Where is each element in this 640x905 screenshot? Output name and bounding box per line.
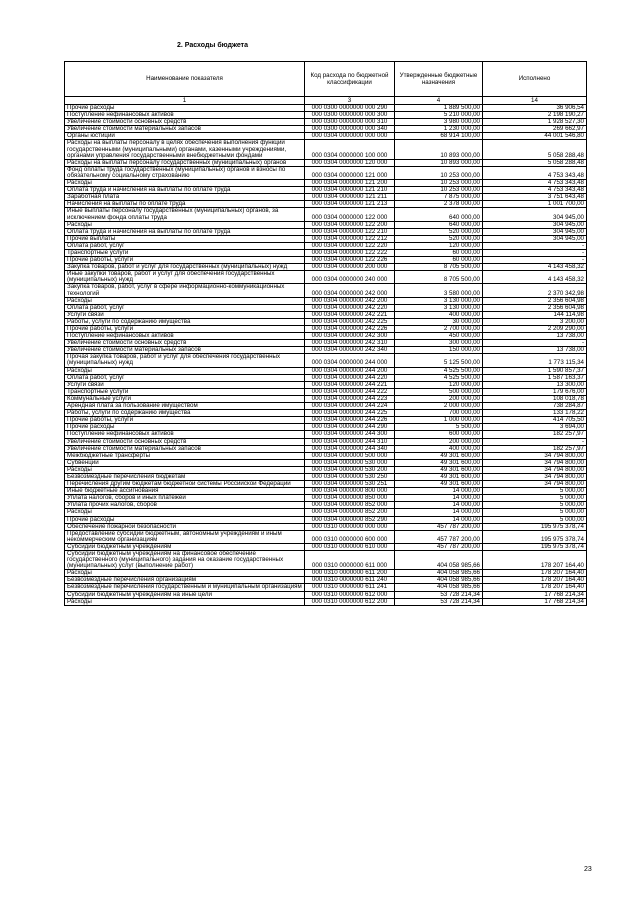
row-executed: 36 906,54 xyxy=(483,105,587,112)
row-approved: 3 130 000,00 xyxy=(395,297,483,304)
row-executed: 1 587 163,37 xyxy=(483,374,587,381)
row-code: 000 0310 0000000 000 000 xyxy=(305,523,395,530)
row-approved: 150 000,00 xyxy=(395,347,483,354)
row-code: 000 0304 0000000 121 211 xyxy=(305,194,395,201)
row-approved: 450 000,00 xyxy=(395,333,483,340)
row-code: 000 0304 0000000 852 290 xyxy=(305,516,395,523)
row-name: Органы юстиции xyxy=(65,133,305,140)
header-number: 1 xyxy=(65,97,305,105)
row-executed: 144 114,98 xyxy=(483,311,587,318)
row-code: 000 0300 0000000 000 310 xyxy=(305,119,395,126)
row-executed: 269 662,97 xyxy=(483,126,587,133)
row-name: Субвенции xyxy=(65,459,305,466)
row-name: Расходы xyxy=(65,221,305,228)
row-approved: 60 000,00 xyxy=(395,257,483,264)
row-name: Увеличение стоимости основных средств xyxy=(65,340,305,347)
row-executed: 304 945,00 xyxy=(483,228,587,235)
header-approved: Утвержденные бюджетные назначения xyxy=(395,62,483,97)
row-executed: 2 356 604,98 xyxy=(483,297,587,304)
row-approved: 457 787 200,00 xyxy=(395,523,483,530)
row-code: 000 0304 0000000 244 290 xyxy=(305,424,395,431)
row-executed: 179 676,00 xyxy=(483,388,587,395)
row-executed: 1 928 527,30 xyxy=(483,119,587,126)
row-name: Прочие работы, услуги xyxy=(65,326,305,333)
row-executed: 44 001 546,80 xyxy=(483,133,587,140)
row-executed: 304 945,00 xyxy=(483,221,587,228)
row-code: 000 0304 0000000 242 200 xyxy=(305,297,395,304)
row-name: Субсидии бюджетным учреждениям на иные цели xyxy=(65,591,305,598)
row-approved: 2 378 000,00 xyxy=(395,201,483,208)
row-name: Расходы xyxy=(65,466,305,473)
row-executed: - xyxy=(483,340,587,347)
row-approved: 8 705 500,00 xyxy=(395,271,483,284)
row-executed: 5 000,00 xyxy=(483,509,587,516)
row-approved: 14 000,00 xyxy=(395,502,483,509)
row-name: Услуги связи xyxy=(65,311,305,318)
row-name: Фонд оплаты труда государственных (муниципальных) органов и взносы по обязательному социальному страхованию xyxy=(65,166,305,179)
table-row xyxy=(65,598,587,605)
row-executed: 34 794 800,00 xyxy=(483,466,587,473)
row-name: Безвозмездные перечисления бюджетам xyxy=(65,473,305,480)
row-executed: - xyxy=(483,257,587,264)
row-executed: 1 773 115,34 xyxy=(483,354,587,367)
row-code: 000 0304 0000000 122 210 xyxy=(305,228,395,235)
row-name: Прочие работы, услуги xyxy=(65,257,305,264)
row-name: Безвозмездные перечисления организациям xyxy=(65,577,305,584)
row-name: Оплата работ, услуг xyxy=(65,242,305,249)
row-code: 000 0304 0000000 122 212 xyxy=(305,235,395,242)
row-approved: 2 000 000,00 xyxy=(395,403,483,410)
row-code: 000 0304 0000000 244 340 xyxy=(305,445,395,452)
row-name: Увеличение стоимости основных средств xyxy=(65,119,305,126)
row-name: Прочие расходы xyxy=(65,424,305,431)
row-executed: 13 738,00 xyxy=(483,333,587,340)
row-name: Увеличение стоимости основных средств xyxy=(65,438,305,445)
table-row xyxy=(65,284,587,297)
row-name: Услуги связи xyxy=(65,381,305,388)
row-executed: 34 794 800,00 xyxy=(483,452,587,459)
row-approved: 14 000,00 xyxy=(395,488,483,495)
row-code: 000 0304 0000000 530 000 xyxy=(305,459,395,466)
row-name: Субсидии бюджетным учреждениям xyxy=(65,543,305,550)
row-code: 000 0304 0000000 100 000 xyxy=(305,140,395,159)
row-approved: 10 893 000,00 xyxy=(395,159,483,166)
row-name: Оплата труда и начисления на выплаты по оплате труда xyxy=(65,187,305,194)
row-code: 000 0304 0000000 244 222 xyxy=(305,388,395,395)
row-name: Субсидии бюджетным учреждениям на финансовое обеспечение государственного (муниципального) задания на оказание государственных (муниципальных) услуг (выполнение работ) xyxy=(65,551,305,570)
row-approved: 404 058 985,66 xyxy=(395,570,483,577)
row-code: 000 0310 0000000 612 200 xyxy=(305,598,395,605)
budget-expenses-table xyxy=(64,61,587,606)
row-approved: 520 000,00 xyxy=(395,235,483,242)
row-approved: 457 787 200,00 xyxy=(395,543,483,550)
table-row xyxy=(65,530,587,543)
row-executed: 3 200,00 xyxy=(483,318,587,325)
row-approved: 600 000,00 xyxy=(395,431,483,438)
row-executed: 178 207 164,40 xyxy=(483,584,587,591)
row-executed: 1 001 700,00 xyxy=(483,201,587,208)
row-executed: 178 207 164,40 xyxy=(483,551,587,570)
table-row xyxy=(65,208,587,221)
row-approved: 500 000,00 xyxy=(395,388,483,395)
row-name: Перечисления другим бюджетам бюджетной системы Российской Федерации xyxy=(65,481,305,488)
row-code: 000 0304 0000000 200 000 xyxy=(305,264,395,271)
row-code: 000 0304 0000000 530 250 xyxy=(305,473,395,480)
row-name: Транспортные услуги xyxy=(65,388,305,395)
row-code: 000 0304 0000000 244 226 xyxy=(305,417,395,424)
row-name: Прочие расходы xyxy=(65,516,305,523)
row-name: Расходы на выплаты персоналу государственных (муниципальных) органов xyxy=(65,159,305,166)
row-executed: 2 356 604,98 xyxy=(483,304,587,311)
row-executed: 5 058 288,48 xyxy=(483,140,587,159)
row-code: 000 0310 0000000 611 241 xyxy=(305,584,395,591)
row-executed: 108 018,78 xyxy=(483,395,587,402)
row-approved: 68 914 100,00 xyxy=(395,133,483,140)
row-executed: 5 058 288,48 xyxy=(483,159,587,166)
row-executed: 2 209 290,00 xyxy=(483,326,587,333)
row-approved: 10 253 000,00 xyxy=(395,166,483,179)
row-name: Расходы xyxy=(65,367,305,374)
row-code: 000 0304 0000000 000 000 xyxy=(305,133,395,140)
row-name: Расходы xyxy=(65,509,305,516)
row-code: 000 0310 0000000 610 000 xyxy=(305,543,395,550)
row-executed: 5 000,00 xyxy=(483,488,587,495)
row-approved: 120 000,00 xyxy=(395,242,483,249)
row-approved: 3 580 000,00 xyxy=(395,284,483,297)
row-executed: 5 000,00 xyxy=(483,516,587,523)
row-approved: 640 000,00 xyxy=(395,221,483,228)
page-number: 23 xyxy=(584,866,592,873)
row-approved: 200 000,00 xyxy=(395,438,483,445)
row-code: 000 0304 0000000 244 221 xyxy=(305,381,395,388)
row-name: Иные бюджетные ассигнования xyxy=(65,488,305,495)
row-approved: 14 000,00 xyxy=(395,516,483,523)
row-executed: 13 738,00 xyxy=(483,347,587,354)
row-code: 000 0300 0000000 000 300 xyxy=(305,112,395,119)
row-name: Транспортные услуги xyxy=(65,249,305,256)
row-name: Прочие работы, услуги xyxy=(65,417,305,424)
row-code: 000 0304 0000000 850 000 xyxy=(305,495,395,502)
row-code: 000 0304 0000000 122 226 xyxy=(305,257,395,264)
row-code: 000 0304 0000000 122 200 xyxy=(305,221,395,228)
row-approved: 49 301 600,00 xyxy=(395,481,483,488)
table-row xyxy=(65,551,587,570)
row-code: 000 0304 0000000 242 310 xyxy=(305,340,395,347)
row-approved: 10 253 000,00 xyxy=(395,180,483,187)
row-executed: 178 207 164,40 xyxy=(483,577,587,584)
row-name: Закупка товаров, работ и услуг для государственных (муниципальных) нужд xyxy=(65,264,305,271)
row-name: Расходы на выплаты персоналу в целях обеспечения выполнения функций государственными (муниципальными) органами, казенными учреждениями, органами управления государственными внебюджетными фондами xyxy=(65,140,305,159)
row-approved: 7 875 000,00 xyxy=(395,194,483,201)
row-name: Расходы xyxy=(65,598,305,605)
row-code: 000 0300 0000000 000 290 xyxy=(305,105,395,112)
row-name: Оплата работ, услуг xyxy=(65,374,305,381)
row-executed: 2 370 342,98 xyxy=(483,284,587,297)
row-code: 000 0304 0000000 122 000 xyxy=(305,208,395,221)
row-approved: 3 130 000,00 xyxy=(395,304,483,311)
row-approved: 640 000,00 xyxy=(395,208,483,221)
row-approved: 49 301 600,00 xyxy=(395,459,483,466)
row-name: Расходы xyxy=(65,180,305,187)
row-code: 000 0304 0000000 244 224 xyxy=(305,403,395,410)
row-name: Коммунальные услуги xyxy=(65,395,305,402)
row-code: 000 0304 0000000 244 220 xyxy=(305,374,395,381)
table-body xyxy=(65,105,587,606)
row-executed: 34 794 800,00 xyxy=(483,481,587,488)
row-code: 000 0304 0000000 852 000 xyxy=(305,502,395,509)
row-executed: 4 753 343,48 xyxy=(483,166,587,179)
row-executed: 4 753 343,48 xyxy=(483,180,587,187)
row-name: Поступление нефинансовых активов xyxy=(65,112,305,119)
header-number: 3 xyxy=(305,97,395,105)
row-executed: 4 143 458,32 xyxy=(483,264,587,271)
row-approved: 60 000,00 xyxy=(395,249,483,256)
table-row xyxy=(65,584,587,591)
row-approved: 14 000,00 xyxy=(395,509,483,516)
row-code: 000 0304 0000000 244 225 xyxy=(305,410,395,417)
row-code: 000 0310 0000000 600 000 xyxy=(305,530,395,543)
header-expense-code: Код расхода по бюджетной классификации xyxy=(305,62,395,97)
row-code: 000 0304 0000000 244 200 xyxy=(305,367,395,374)
row-approved: 49 301 600,00 xyxy=(395,452,483,459)
row-name: Увеличение стоимости материальных запасов xyxy=(65,126,305,133)
row-approved: 3 980 000,00 xyxy=(395,119,483,126)
row-executed: 4 753 343,48 xyxy=(483,187,587,194)
row-approved: 200 000,00 xyxy=(395,395,483,402)
row-name: Увеличение стоимости материальных запасов xyxy=(65,347,305,354)
row-approved: 1 889 500,00 xyxy=(395,105,483,112)
row-approved: 49 301 600,00 xyxy=(395,473,483,480)
table-row xyxy=(65,354,587,367)
row-code: 000 0304 0000000 121 210 xyxy=(305,187,395,194)
row-approved: 4 525 500,00 xyxy=(395,367,483,374)
row-executed: 34 794 800,00 xyxy=(483,473,587,480)
header-executed: Исполнено xyxy=(483,62,587,97)
row-code: 000 0304 0000000 122 220 xyxy=(305,242,395,249)
row-executed: 178 207 164,40 xyxy=(483,570,587,577)
row-code: 000 0304 0000000 240 000 xyxy=(305,271,395,284)
row-executed: 17 768 214,34 xyxy=(483,598,587,605)
row-code: 000 0304 0000000 242 000 xyxy=(305,284,395,297)
row-approved: 1 230 000,00 xyxy=(395,126,483,133)
row-executed: 2 198 190,27 xyxy=(483,112,587,119)
row-executed: 4 143 458,32 xyxy=(483,271,587,284)
row-approved: 10 893 000,00 xyxy=(395,140,483,159)
row-approved: 5 125 500,00 xyxy=(395,354,483,367)
row-code: 000 0310 0000000 611 000 xyxy=(305,551,395,570)
row-executed: 182 257,97 xyxy=(483,431,587,438)
header-indicator-name: Наименование показателя xyxy=(65,62,305,97)
row-approved: 120 000,00 xyxy=(395,381,483,388)
row-name: Межбюджетные трансферты xyxy=(65,452,305,459)
row-code: 000 0304 0000000 121 200 xyxy=(305,180,395,187)
row-approved: 404 058 985,66 xyxy=(395,551,483,570)
row-executed: 5 000,00 xyxy=(483,502,587,509)
row-executed: 5 000,00 xyxy=(483,495,587,502)
row-code: 000 0310 0000000 611 240 xyxy=(305,577,395,584)
row-code: 000 0304 0000000 244 310 xyxy=(305,438,395,445)
table-row xyxy=(65,271,587,284)
row-approved: 4 525 500,00 xyxy=(395,374,483,381)
row-name: Уплата прочих налогов, сборов xyxy=(65,502,305,509)
row-executed: 195 975 378,74 xyxy=(483,523,587,530)
row-code: 000 0310 0000000 611 200 xyxy=(305,570,395,577)
row-approved: 53 728 214,34 xyxy=(395,591,483,598)
row-executed: 304 945,00 xyxy=(483,208,587,221)
row-name: Поступление нефинансовых активов xyxy=(65,431,305,438)
row-approved: 5 210 000,00 xyxy=(395,112,483,119)
header-number: 14 xyxy=(483,97,587,105)
row-executed: 133 178,22 xyxy=(483,410,587,417)
row-code: 000 0304 0000000 242 220 xyxy=(305,304,395,311)
table-row xyxy=(65,166,587,179)
row-name: Арендная плата за пользование имуществом xyxy=(65,403,305,410)
row-name: Прочие выплаты xyxy=(65,235,305,242)
section-title: 2. Расходы бюджета xyxy=(177,42,248,49)
row-name: Работы, услуги по содержанию имущества xyxy=(65,410,305,417)
row-approved: 49 301 600,00 xyxy=(395,466,483,473)
row-name: Заработная плата xyxy=(65,194,305,201)
row-executed: 414 705,50 xyxy=(483,417,587,424)
row-code: 000 0304 0000000 242 340 xyxy=(305,347,395,354)
row-approved: 457 787 200,00 xyxy=(395,530,483,543)
row-executed: 17 768 214,34 xyxy=(483,591,587,598)
row-code: 000 0304 0000000 242 221 xyxy=(305,311,395,318)
row-approved: 404 058 985,66 xyxy=(395,584,483,591)
row-approved: 53 728 214,34 xyxy=(395,598,483,605)
row-code: 000 0304 0000000 121 000 xyxy=(305,166,395,179)
row-approved: 14 000,00 xyxy=(395,495,483,502)
row-approved: 300 000,00 xyxy=(395,340,483,347)
row-executed: 3 751 643,48 xyxy=(483,194,587,201)
row-name: Оплата работ, услуг xyxy=(65,304,305,311)
row-approved: 404 058 985,66 xyxy=(395,577,483,584)
row-approved: 700 000,00 xyxy=(395,410,483,417)
row-code: 000 0300 0000000 000 340 xyxy=(305,126,395,133)
row-approved: 10 253 000,00 xyxy=(395,187,483,194)
row-code: 000 0310 0000000 612 000 xyxy=(305,591,395,598)
row-name: Предоставление субсидий бюджетным, автономным учреждениям и иным некоммерческим организациям xyxy=(65,530,305,543)
row-approved: 5 500,00 xyxy=(395,424,483,431)
row-executed: 182 257,97 xyxy=(483,445,587,452)
header-number: 4 xyxy=(395,97,483,105)
row-name: Прочая закупка товаров, работ и услуг для обеспечения государственных (муниципальных) нужд xyxy=(65,354,305,367)
row-executed: - xyxy=(483,242,587,249)
row-executed: 738 284,87 xyxy=(483,403,587,410)
row-name: Увеличение стоимости материальных запасов xyxy=(65,445,305,452)
row-name: Поступление нефинансовых активов xyxy=(65,333,305,340)
table-row xyxy=(65,509,587,516)
row-name: Иные закупки товаров, работ и услуг для обеспечения государственных (муниципальных) нужд xyxy=(65,271,305,284)
row-code: 000 0304 0000000 800 000 xyxy=(305,488,395,495)
row-code: 000 0304 0000000 530 251 xyxy=(305,481,395,488)
row-approved: 2 700 000,00 xyxy=(395,326,483,333)
row-executed: 34 794 800,00 xyxy=(483,459,587,466)
row-name: Расходы xyxy=(65,297,305,304)
row-executed: 304 945,00 xyxy=(483,235,587,242)
row-code: 000 0304 0000000 530 200 xyxy=(305,466,395,473)
row-name: Иные выплаты персоналу государственных (муниципальных) органов, за исключением фонда оплаты труда xyxy=(65,208,305,221)
row-executed: 13 300,00 xyxy=(483,381,587,388)
row-executed: - xyxy=(483,249,587,256)
row-code: 000 0304 0000000 852 200 xyxy=(305,509,395,516)
row-executed: - xyxy=(483,438,587,445)
row-name: Безвозмездные перечисления государственным и муниципальным организациям xyxy=(65,584,305,591)
row-code: 000 0304 0000000 242 300 xyxy=(305,333,395,340)
row-name: Начисления на выплаты по оплате труда xyxy=(65,201,305,208)
row-name: Уплата налогов, сборов и иных платежей xyxy=(65,495,305,502)
row-approved: 520 000,00 xyxy=(395,228,483,235)
row-name: Обеспечение пожарной безопасности xyxy=(65,523,305,530)
row-approved: 30 000,00 xyxy=(395,318,483,325)
row-code: 000 0304 0000000 242 225 xyxy=(305,318,395,325)
row-name: Расходы xyxy=(65,570,305,577)
row-code: 000 0304 0000000 121 213 xyxy=(305,201,395,208)
row-name: Работы, услуги по содержанию имущества xyxy=(65,318,305,325)
row-code: 000 0304 0000000 500 000 xyxy=(305,452,395,459)
row-approved: 400 000,00 xyxy=(395,311,483,318)
row-name: Прочие расходы xyxy=(65,105,305,112)
row-approved: 1 000 000,00 xyxy=(395,417,483,424)
row-code: 000 0304 0000000 244 000 xyxy=(305,354,395,367)
table-row xyxy=(65,431,587,438)
row-approved: 400 000,00 xyxy=(395,445,483,452)
row-name: Оплата труда и начисления на выплаты по оплате труда xyxy=(65,228,305,235)
row-approved: 8 705 500,00 xyxy=(395,264,483,271)
row-code: 000 0304 0000000 244 300 xyxy=(305,431,395,438)
row-code: 000 0304 0000000 122 222 xyxy=(305,249,395,256)
row-executed: 1 590 857,37 xyxy=(483,367,587,374)
row-code: 000 0304 0000000 120 000 xyxy=(305,159,395,166)
row-code: 000 0304 0000000 242 226 xyxy=(305,326,395,333)
row-executed: 195 975 378,74 xyxy=(483,530,587,543)
row-code: 000 0304 0000000 244 223 xyxy=(305,395,395,402)
table-row xyxy=(65,140,587,159)
row-name: Закупка товаров, работ, услуг в сфере информационно-коммуникационных технологий xyxy=(65,284,305,297)
row-executed: 3 694,00 xyxy=(483,424,587,431)
row-executed: 195 975 378,74 xyxy=(483,543,587,550)
